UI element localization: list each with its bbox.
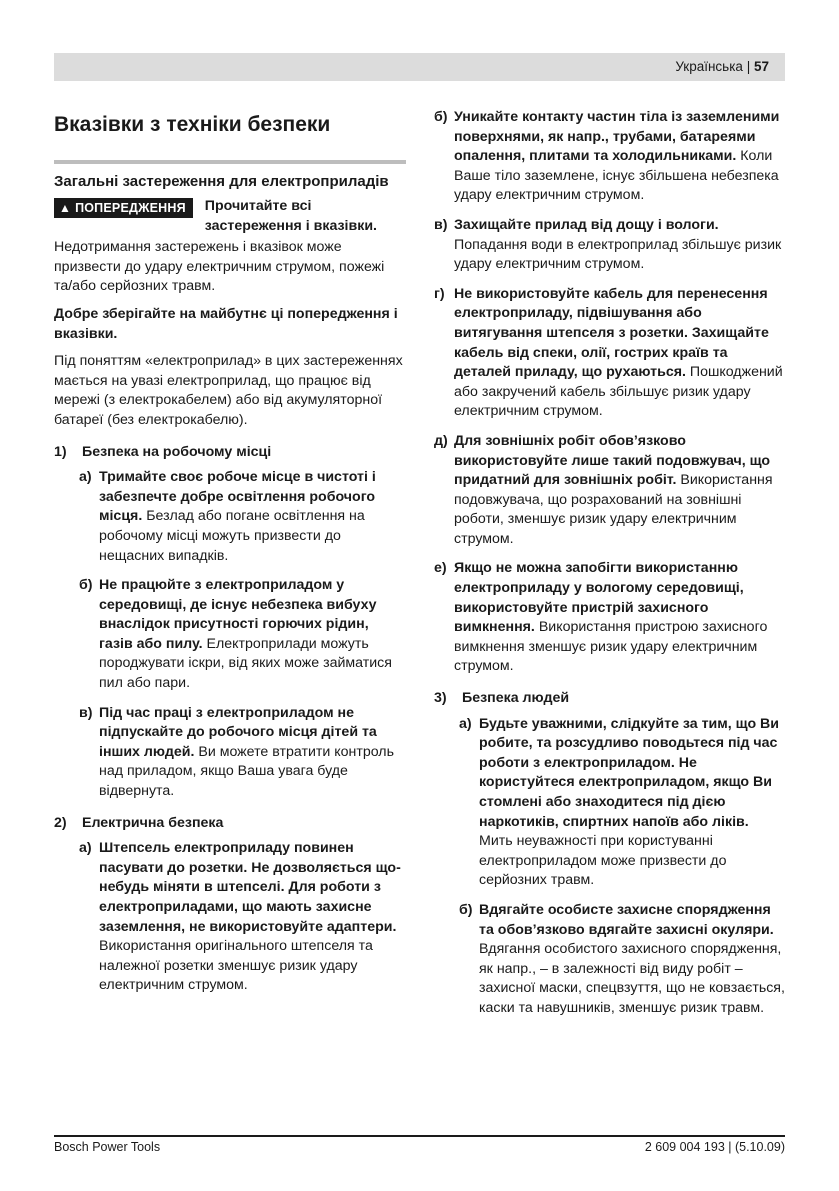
list-item — [54, 704, 406, 802]
warning-triangle-icon: ▲ — [59, 201, 72, 215]
section-title: Загальні застереження для електроприладів — [54, 173, 389, 190]
left-column — [54, 108, 406, 1006]
page-number: 57 — [753, 59, 769, 74]
item-bold: Захищайте прилад від дощу і вологи. — [454, 216, 719, 233]
warning-bold-text: Прочитайте всі застереження і вказівки. — [204, 198, 377, 234]
item-text: Використання оригінального штепселя та належної розетки зменшує ризик удару електричним струмом. — [99, 938, 373, 994]
item-text: Безлад або погане освітлення на робочому місці можуть призвести до нещасних випадків. — [99, 508, 365, 564]
list-item — [434, 108, 786, 206]
sec1-title: Безпека на робочому місці — [82, 443, 272, 460]
page-title: Вказівки з техніки безпеки — [54, 113, 331, 136]
item-bold: Уникайте контакту частин тіла із заземленими поверхнями, як напр., трубами, батареями опалення, плитами та холодильниками. — [454, 109, 780, 165]
item-text: Мить неуважності при користуванні електроприладом може призвести до серйозних травм. — [479, 833, 727, 889]
item-letter: д) — [434, 432, 448, 449]
item-bold: Не працюйте з електроприладом у середовищі, де існує небезпека вибуху внаслідок присутності горючих рідин, газів або пилу. — [99, 577, 377, 652]
item-letter: a) — [459, 715, 472, 732]
item-letter: г) — [434, 285, 445, 302]
footer-doc-number: 2 609 004 193 | (5.10.09) — [644, 1140, 785, 1154]
item-text: Коли Ваше тіло заземлене, існує збільшена небезпека удару електричним струмом. — [454, 148, 779, 204]
sec3-title: Безпека людей — [462, 690, 570, 707]
warning-badge-label: ПОПЕРЕДЖЕННЯ — [75, 201, 186, 215]
item-bold: Тримайте своє робоче місце в чистоті і забезпечте добре освітлення робочого місця. — [99, 469, 376, 525]
list-item — [434, 216, 786, 275]
item-text: Пошкоджений або закручений кабель збільшує ризик удару електричним струмом. — [454, 364, 783, 420]
list-item — [434, 559, 786, 677]
item-letter: б) — [434, 109, 448, 125]
warning-text: Недотримання застережень і вказівок може призвести до удару електричним струмом, пожежі та/або серйозних травм. — [54, 239, 385, 295]
warning-block — [54, 197, 406, 236]
definition-text: Під поняттям «електроприлад» в цих застереженнях мається на увазі електроприлад, що працює від мережі (з електрокабелем) або від акумуляторної батареї (без електрокабелю). — [54, 353, 403, 428]
item-text: Електроприлади можуть породжувати іскри, від яких може займатися пил або пари. — [99, 635, 392, 692]
section-divider — [54, 160, 406, 164]
footer-brand: Bosch Power Tools — [54, 1140, 161, 1154]
list-item — [54, 576, 406, 694]
header-bar — [54, 53, 785, 81]
sec3-num: 3) — [434, 690, 447, 707]
footer-divider — [54, 1135, 785, 1137]
item-bold: Для зовнішніх робіт обов’язково використовуйте лише такий подовжувач, що придатний для зовнішніх робіт. — [454, 432, 771, 489]
item-bold: Під час праці з електроприладом не підпускайте до робочого місця дітей та інших людей. — [99, 704, 377, 760]
sec2-heading — [54, 814, 406, 834]
item-text: Використання пристрою захисного вимкнення зменшує ризик удару електричним струмом. — [454, 619, 768, 675]
list-item — [434, 432, 786, 550]
item-text: Ви можете втратити контроль над приладом, якщо Ваша увага буде відвернута. — [99, 743, 394, 800]
header-separator: | — [746, 59, 751, 74]
item-letter: б) — [459, 901, 473, 918]
item-letter: б) — [79, 577, 93, 594]
item-letter: е) — [434, 560, 447, 577]
list-item — [434, 715, 786, 891]
sec2-title: Електрична безпека — [82, 814, 224, 831]
sec1-num: 1) — [54, 443, 67, 460]
item-letter: a) — [79, 469, 92, 486]
item-text: Використання подовжувача, що розрахований на зовнішні роботи, зменшує ризик удару електричним струмом. — [454, 472, 773, 547]
item-bold: Якщо не можна запобігти використанню електроприладу у вологому середовищі, використовуйте пристрій захисного вимкнення. — [454, 560, 744, 636]
warning-badge — [54, 198, 193, 218]
item-letter: в) — [79, 704, 93, 721]
item-letter: в) — [434, 216, 448, 233]
item-bold: Будьте уважними, слідкуйте за тим, що Ви робите, та розсудливо поводьтеся під час роботи з електроприладом. Не користуйтеся електроприладом, якщо Ви стомлені або знаходитеся під дією наркотиків, спиртних напоїв або ліків. — [479, 715, 780, 830]
list-item — [434, 901, 786, 1019]
sec1-heading — [54, 443, 406, 463]
keep-instructions: Добре зберігайте на майбутнє ці попередження і вказівки. — [54, 305, 398, 342]
header-language: Українська — [675, 59, 743, 74]
item-text: Вдягання особистого захисного спорядження, як напр., – в залежності від виду робіт – захисної маски, спецвзуття, що не ковзається, каски та навушників, зменшує ризик травм. — [479, 941, 785, 1016]
right-column — [434, 108, 786, 1029]
item-bold: Вдягайте особисте захисне спорядження та обов’язково вдягайте захисні окуляри. — [479, 901, 774, 938]
item-bold: Штепсель електроприладу повинен пасувати до розетки. Не дозволяється що-небудь міняти в штепселі. Для роботи з електроприладами, що мають захисне заземлення, не використовуйте адаптери. — [99, 840, 401, 935]
item-letter: a) — [79, 840, 92, 857]
header-label — [675, 53, 769, 81]
item-text: Попадання води в електроприлад збільшує ризик удару електричним струмом. — [454, 236, 782, 273]
list-item — [54, 839, 406, 996]
list-item — [54, 468, 406, 566]
sec2-num: 2) — [54, 814, 67, 831]
sec3-heading — [434, 689, 786, 709]
item-bold: Не використовуйте кабель для перенесення електроприладу, підвішування або витягування штепселя з розетки. Захищайте кабель від спеки, олії, гострих країв та деталей приладу, що рухаються. — [454, 285, 769, 381]
list-item — [434, 285, 786, 422]
